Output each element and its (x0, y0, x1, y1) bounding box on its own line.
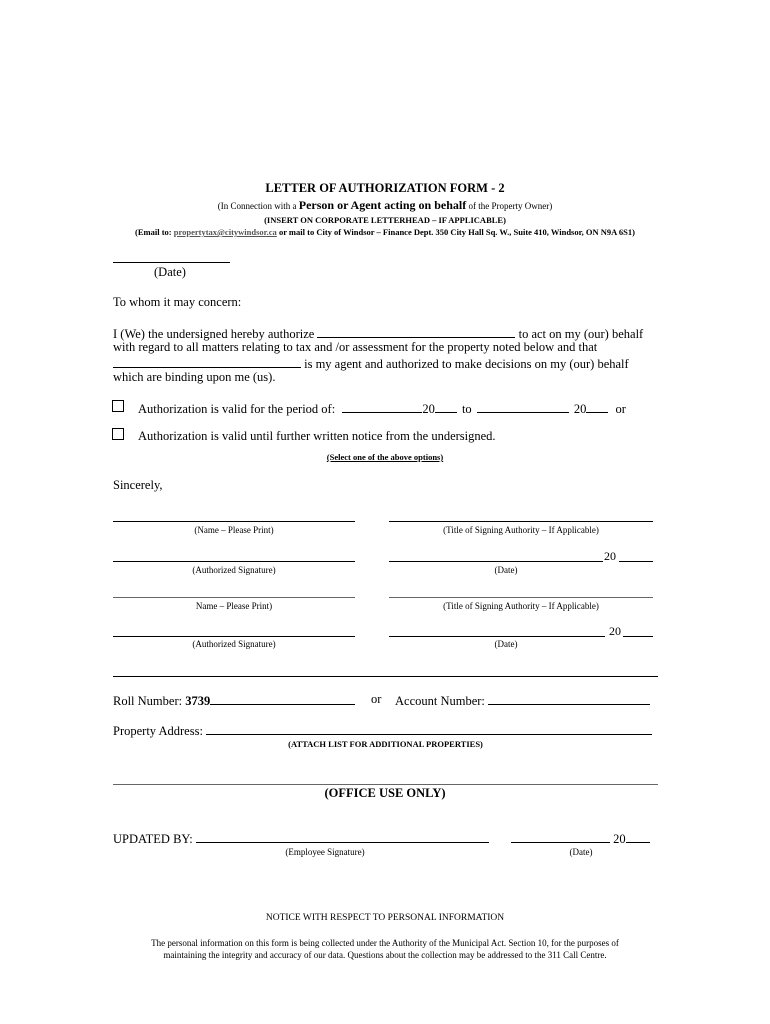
property-address-label: Property Address: (113, 724, 203, 738)
period-end-year: 20 (573, 402, 587, 416)
name-print-label-2: Name – Please Print) (195, 601, 273, 611)
privacy-notice-heading: NOTICE WITH RESPECT TO PERSONAL INFORMATION (265, 913, 505, 923)
date-label-1: (Date) (494, 565, 518, 575)
authorized-signature-line-1[interactable] (113, 561, 355, 562)
closing: Sincerely, (113, 478, 163, 492)
title-authority-line-2[interactable] (389, 597, 653, 598)
agent-authority-text: is my agent and authorized to make decisions on my (our) behalf (304, 357, 629, 371)
behalf-text: to act on my (our) behalf (518, 327, 644, 341)
updated-by-label: UPDATED BY: (113, 832, 193, 846)
title-authority-label-2: (Title of Signing Authority – If Applicable) (443, 601, 599, 611)
letterhead-note: (INSERT ON CORPORATE LETTERHEAD – IF APPLICABLE) (264, 215, 506, 225)
period-end-year-field[interactable] (586, 400, 608, 413)
name-print-line-2[interactable] (113, 597, 355, 598)
until-notice-checkbox[interactable] (112, 428, 124, 440)
office-use-heading: (OFFICE USE ONLY) (324, 786, 446, 800)
section-divider-top (113, 676, 658, 677)
roll-number-value: 3739 (185, 694, 211, 708)
date-year-2: 20 (609, 624, 621, 638)
period-start-year-field[interactable] (435, 400, 457, 413)
privacy-notice-line-1: The personal information on this form is being collected under the Authority of the Municipal Act. Section 10, for the purposes of (151, 938, 619, 948)
authorized-signature-label-2: (Authorized Signature) (192, 639, 276, 649)
period-option-checkbox[interactable] (112, 400, 124, 412)
privacy-notice-line-2: maintaining the integrity and accuracy of our data. Questions about the collection may be addressed to the 311 Call Centre. (163, 950, 607, 960)
attach-list-note: (ATTACH LIST FOR ADDITIONAL PROPERTIES) (288, 739, 483, 749)
date-line-1[interactable] (389, 561, 603, 562)
roll-number-field[interactable] (210, 692, 355, 705)
form-subtitle (0, 198, 770, 213)
office-date-label: (Date) (569, 847, 593, 857)
date-line-2[interactable] (389, 636, 605, 637)
account-number-label: Account Number: (395, 694, 485, 708)
body-line-2: with regard to all matters relating to tax and /or assessment for the property noted below and that (113, 340, 598, 354)
until-notice-label: Authorization is valid until further written notice from the undersigned. (138, 429, 496, 443)
mailing-instructions (0, 227, 770, 237)
name-print-line-1[interactable] (113, 521, 355, 522)
date-line[interactable] (113, 262, 230, 263)
roll-number-row (113, 692, 355, 709)
date-year-1: 20 (604, 549, 616, 563)
date-year-field-2[interactable] (623, 636, 653, 637)
office-date-field[interactable] (511, 830, 610, 843)
office-date-row (511, 830, 650, 847)
property-address-row (113, 722, 652, 739)
subtitle-prefix: (In Connection with a (217, 201, 297, 211)
authorize-text: I (We) the undersigned hereby authorize (113, 327, 315, 341)
email-prefix: (Email to: (135, 227, 172, 237)
date-year-field-1[interactable] (619, 561, 653, 562)
office-year-field[interactable] (626, 830, 650, 843)
title-authority-label-1: (Title of Signing Authority – If Applicable) (443, 525, 599, 535)
office-year: 20 (613, 832, 626, 846)
authorized-signature-label-1: (Authorized Signature) (192, 565, 276, 575)
email-link[interactable]: propertytax@citywindsor.ca (173, 227, 277, 237)
property-address-field[interactable] (206, 722, 652, 735)
subtitle-suffix: of the Property Owner) (468, 201, 553, 211)
subtitle-emphasis: Person or Agent acting on behalf (298, 198, 467, 212)
email-suffix: or mail to City of Windsor – Finance Dept. 350 City Hall Sq. W., Suite 410, Windsor, ON N9A 6S1) (278, 227, 635, 237)
agent-name-field[interactable] (113, 355, 301, 368)
date-label: (Date) (154, 265, 186, 279)
authorized-person-field[interactable] (317, 325, 515, 338)
period-option (138, 400, 626, 417)
employee-signature-label: (Employee Signature) (285, 847, 365, 857)
roll-or-text: or (371, 692, 382, 706)
name-print-label-1: (Name – Please Print) (194, 525, 274, 535)
period-start-year: 20 (422, 402, 435, 416)
select-option-note: (Select one of the above options) (326, 452, 444, 462)
date-label-2: (Date) (494, 639, 518, 649)
period-to-text: to (461, 402, 472, 416)
account-number-row (395, 692, 650, 709)
section-divider-office (113, 784, 658, 785)
period-start-field[interactable] (342, 400, 422, 413)
title-authority-line-1[interactable] (389, 521, 653, 522)
period-end-field[interactable] (477, 400, 569, 413)
account-number-field[interactable] (488, 692, 650, 705)
authorized-signature-line-2[interactable] (113, 636, 355, 637)
period-option-label: Authorization is valid for the period of: (138, 402, 336, 416)
period-or-text: or (615, 402, 626, 416)
employee-signature-field[interactable] (196, 830, 489, 843)
form-title: LETTER OF AUTHORIZATION FORM - 2 (265, 181, 505, 195)
body-line-4: which are binding upon me (us). (113, 370, 276, 384)
updated-by-row (113, 830, 489, 847)
roll-number-label: Roll Number: (113, 694, 183, 708)
greeting: To whom it may concern: (113, 295, 242, 309)
